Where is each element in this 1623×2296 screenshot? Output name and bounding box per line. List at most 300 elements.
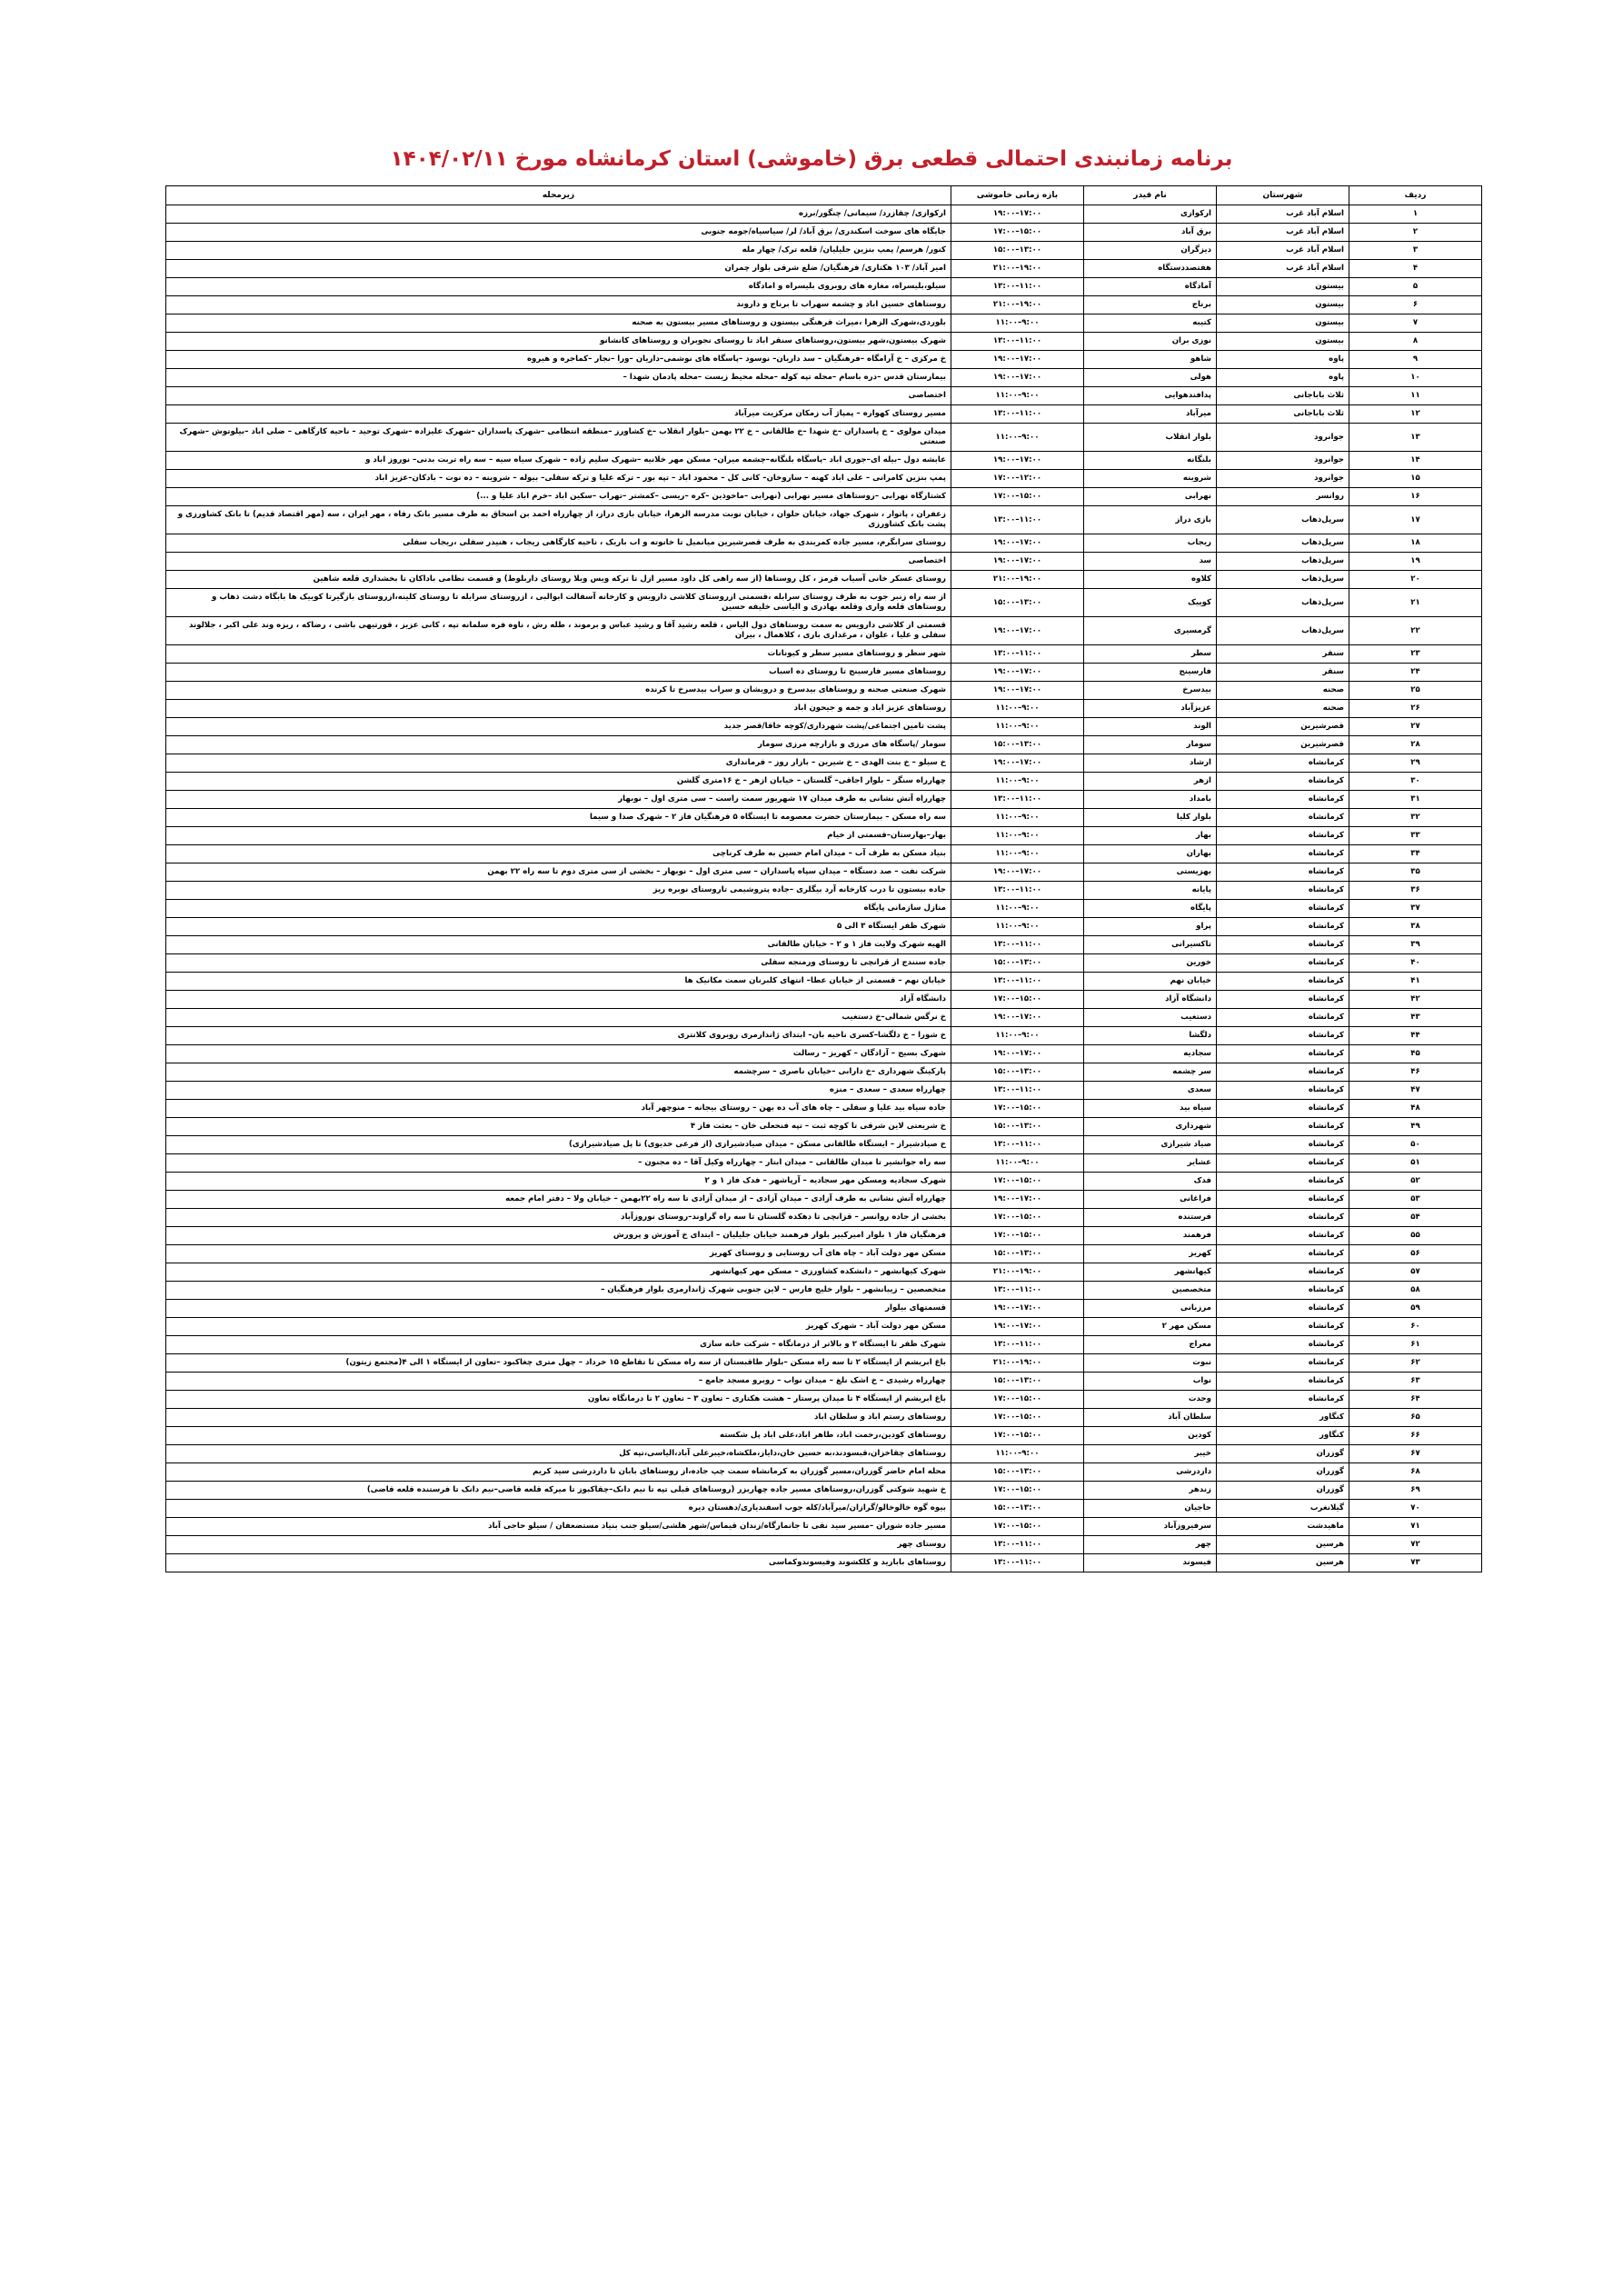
- cell-feeder-name: سجادیه: [1084, 1045, 1217, 1063]
- cell-outage-time: ۱۷:۰۰–۱۹:۰۰: [951, 534, 1084, 553]
- cell-sub-area: فرهنگیان فاز ۱ بلوار امیرکبیر بلوار فرهمند خیابان جلیلیان – ابتدای خ آموزش و پرورش: [166, 1227, 951, 1245]
- cell-outage-time: ۱۳:۰۰–۱۵:۰۰: [951, 242, 1084, 260]
- cell-outage-time: ۱۱:۰۰–۱۳:۰۰: [951, 936, 1084, 954]
- cell-row-number: ۲۴: [1349, 664, 1482, 682]
- cell-row-number: ۳۶: [1349, 882, 1482, 900]
- cell-outage-time: ۹:۰۰–۱۱:۰۰: [951, 773, 1084, 791]
- cell-county: سرپل‌ذهاب: [1217, 553, 1349, 571]
- cell-sub-area: روستاهای حسین اباد و چشمه سهراب تا برناج و داروند: [166, 296, 951, 314]
- table-row: [166, 954, 1482, 973]
- cell-feeder-name: ازهر: [1084, 773, 1217, 791]
- table-row: [166, 534, 1482, 553]
- cell-sub-area: شهرک بسیج – آزادگان – کهریز – رسالت: [166, 1045, 951, 1063]
- cell-sub-area: روستاهای مسیر فارسینج تا روستای ده اسباب: [166, 664, 951, 682]
- cell-county: کرمانشاه: [1217, 1354, 1349, 1373]
- cell-row-number: ۲۰: [1349, 571, 1482, 589]
- cell-row-number: ۱: [1349, 205, 1482, 224]
- cell-feeder-name: کوییک: [1084, 589, 1217, 617]
- cell-row-number: ۳۴: [1349, 845, 1482, 863]
- cell-outage-time: ۱۹:۰۰–۲۱:۰۰: [951, 260, 1084, 278]
- cell-sub-area: پمپ بنزین کامرانی – علی اباد کهنه – ساروخان– کانی کل – محمود اباد – تپه بور – ترکه علیا و ترکه سفلی– بیوله – شروینه – ده نوت – بادکان–عزیز اباد: [166, 470, 951, 488]
- cell-county: بیستون: [1217, 278, 1349, 296]
- cell-outage-time: ۱۱:۰۰–۱۳:۰۰: [951, 882, 1084, 900]
- cell-outage-time: ۱۷:۰۰–۱۹:۰۰: [951, 1318, 1084, 1336]
- cell-outage-time: ۹:۰۰–۱۱:۰۰: [951, 700, 1084, 718]
- table-row: [166, 260, 1482, 278]
- table-row: [166, 424, 1482, 452]
- cell-row-number: ۳۰: [1349, 773, 1482, 791]
- cell-outage-time: ۱۷:۰۰–۱۹:۰۰: [951, 452, 1084, 470]
- cell-county: کرمانشاه: [1217, 1173, 1349, 1191]
- cell-row-number: ۳۹: [1349, 936, 1482, 954]
- table-row: [166, 1227, 1482, 1245]
- table-row: [166, 205, 1482, 224]
- table-row: [166, 845, 1482, 863]
- cell-feeder-name: هفتصددستگاه: [1084, 260, 1217, 278]
- table-row: [166, 1191, 1482, 1209]
- table-row: [166, 900, 1482, 918]
- cell-county: ماهیدشت: [1217, 1518, 1349, 1536]
- cell-row-number: ۵۹: [1349, 1300, 1482, 1318]
- cell-feeder-name: زندهر: [1084, 1482, 1217, 1500]
- cell-sub-area: شهرک سجادیه ومسکن مهر سجادیه – آرپاشهر – فدک فاز ۱ و ۲: [166, 1173, 951, 1191]
- cell-feeder-name: بلنگانه: [1084, 452, 1217, 470]
- cell-feeder-name: داردرشی: [1084, 1463, 1217, 1482]
- cell-feeder-name: سعدی: [1084, 1082, 1217, 1100]
- cell-row-number: ۵۴: [1349, 1209, 1482, 1227]
- cell-outage-time: ۱۵:۰۰–۱۷:۰۰: [951, 1100, 1084, 1118]
- cell-outage-time: ۱۹:۰۰–۲۱:۰۰: [951, 1354, 1084, 1373]
- cell-row-number: ۳۸: [1349, 918, 1482, 936]
- cell-feeder-name: نوزی بران: [1084, 333, 1217, 351]
- cell-county: کرمانشاه: [1217, 973, 1349, 991]
- cell-county: اسلام آباد غرب: [1217, 205, 1349, 224]
- cell-row-number: ۷۲: [1349, 1536, 1482, 1554]
- cell-feeder-name: سطر: [1084, 645, 1217, 664]
- cell-county: بیستون: [1217, 314, 1349, 333]
- cell-row-number: ۵۰: [1349, 1136, 1482, 1154]
- cell-row-number: ۶۱: [1349, 1336, 1482, 1354]
- cell-outage-time: ۱۱:۰۰–۱۳:۰۰: [951, 973, 1084, 991]
- cell-outage-time: ۱۷:۰۰–۱۹:۰۰: [951, 617, 1084, 645]
- cell-row-number: ۱۱: [1349, 387, 1482, 405]
- cell-sub-area: بنیاد مسکن به طرف آب – میدان امام حسین به طرف کرناچی: [166, 845, 951, 863]
- table-row: [166, 1045, 1482, 1063]
- table-row: [166, 863, 1482, 882]
- table-row: [166, 1518, 1482, 1536]
- table-row: [166, 278, 1482, 296]
- cell-outage-time: ۱۵:۰۰–۱۷:۰۰: [951, 1227, 1084, 1245]
- cell-row-number: ۴۸: [1349, 1100, 1482, 1118]
- cell-sub-area: شهرک ظفر تا ایستگاه ۲ و بالاتر از درمانگاه – شرکت خانه سازی: [166, 1336, 951, 1354]
- cell-row-number: ۱۲: [1349, 405, 1482, 424]
- cell-row-number: ۶۷: [1349, 1445, 1482, 1463]
- cell-county: کرمانشاه: [1217, 1263, 1349, 1282]
- table-row: [166, 369, 1482, 387]
- cell-row-number: ۳: [1349, 242, 1482, 260]
- cell-sub-area: چهارراه سعدی – سعدی – منزه: [166, 1082, 951, 1100]
- cell-county: سرپل‌ذهاب: [1217, 617, 1349, 645]
- table-body: [166, 205, 1482, 1572]
- cell-county: کرمانشاه: [1217, 1045, 1349, 1063]
- cell-sub-area: جایگاه های سوخت اسکندری/ برق آباد/ لر/ سیاسیاه/جومه جنوبی: [166, 224, 951, 242]
- cell-county: کرمانشاه: [1217, 1209, 1349, 1227]
- cell-sub-area: روستاهای رستم اباد و سلطان اباد: [166, 1409, 951, 1427]
- cell-sub-area: روستاهای کودین،رحمت اباد، طاهر اباد،علی اباد پل شکسته: [166, 1427, 951, 1445]
- table-row: [166, 351, 1482, 369]
- cell-row-number: ۲۱: [1349, 589, 1482, 617]
- cell-outage-time: ۱۵:۰۰–۱۷:۰۰: [951, 991, 1084, 1009]
- table-row: [166, 1009, 1482, 1027]
- cell-outage-time: ۱۵:۰۰–۱۷:۰۰: [951, 1409, 1084, 1427]
- table-row: [166, 1373, 1482, 1391]
- cell-feeder-name: فارسینج: [1084, 664, 1217, 682]
- cell-sub-area: روستای سرابگرم، مسیر جاده کمربندی به طرف قصرشیرین میانمیل تا خانوته و اب باریک ، ناحیه کارگاهی ریجاب ، هنیدر سفلی ،ریجاب سفلی: [166, 534, 951, 553]
- cell-feeder-name: پدافندهوایی: [1084, 387, 1217, 405]
- cell-county: کرمانشاه: [1217, 1063, 1349, 1082]
- table-row: [166, 470, 1482, 488]
- cell-feeder-name: معراج: [1084, 1336, 1217, 1354]
- cell-sub-area: دانشگاه آزاد: [166, 991, 951, 1009]
- table-row: [166, 1245, 1482, 1263]
- cell-sub-area: روستاهای بابازید و کلکشوند وفیسوندوکماسی: [166, 1554, 951, 1572]
- cell-sub-area: خ صیادشیراز – ایستگاه طالقانی مسکن – میدان صیادشیرازی (از فرعی خدیوی) تا پل صیادشیرازی): [166, 1136, 951, 1154]
- cell-feeder-name: بازی دراز: [1084, 506, 1217, 534]
- cell-outage-time: ۱۷:۰۰–۱۹:۰۰: [951, 1191, 1084, 1209]
- cell-feeder-name: فرهمند: [1084, 1227, 1217, 1245]
- cell-outage-time: ۱۱:۰۰–۱۳:۰۰: [951, 645, 1084, 664]
- cell-county: کرمانشاه: [1217, 1082, 1349, 1100]
- table-row: [166, 973, 1482, 991]
- cell-row-number: ۷: [1349, 314, 1482, 333]
- cell-feeder-name: فدک: [1084, 1173, 1217, 1191]
- cell-row-number: ۷۳: [1349, 1554, 1482, 1572]
- cell-feeder-name: عشایر: [1084, 1154, 1217, 1173]
- cell-feeder-name: مرزبانی: [1084, 1300, 1217, 1318]
- cell-outage-time: ۱۳:۰۰–۱۵:۰۰: [951, 1118, 1084, 1136]
- table-row: [166, 571, 1482, 589]
- cell-outage-time: ۹:۰۰–۱۱:۰۰: [951, 900, 1084, 918]
- cell-feeder-name: بلوار انقلاب: [1084, 424, 1217, 452]
- table-row: [166, 405, 1482, 424]
- cell-feeder-name: وحدت: [1084, 1391, 1217, 1409]
- cell-sub-area: قسمتی از کلاشی دارویس به سمت روستاهای دول الیاس ، قلعه رشید آقا و رشید عباس و برموند ، طله رش ، ناوه فره سلمانه تپه ، کانی عزیز ، قورتیهی باشی ، رضاکه ، ریزه وند علی اکبر ، جلالوند سفلی و علیا ، علوان ، مرغداری باری ، کلاهمال ، بیران: [166, 617, 951, 645]
- cell-row-number: ۲۸: [1349, 736, 1482, 754]
- cell-sub-area: جاده بیستون تا درب کارخانه آرد بیگلری –جاده پتروشیمی تاروستای نوبره ریز: [166, 882, 951, 900]
- header-sub-area: زیرمحله: [166, 186, 951, 205]
- cell-county: کرمانشاه: [1217, 1009, 1349, 1027]
- cell-sub-area: مسکن مهر دولت آباد – شهرک کهریز: [166, 1318, 951, 1336]
- cell-outage-time: ۱۳:۰۰–۱۵:۰۰: [951, 1373, 1084, 1391]
- cell-outage-time: ۱۳:۰۰–۱۵:۰۰: [951, 1463, 1084, 1482]
- cell-feeder-name: فراغانی: [1084, 1191, 1217, 1209]
- cell-feeder-name: الوند: [1084, 718, 1217, 736]
- cell-sub-area: قسمتهای بیلوار: [166, 1300, 951, 1318]
- table-row: [166, 645, 1482, 664]
- cell-sub-area: روستای چهر: [166, 1536, 951, 1554]
- cell-row-number: ۵۷: [1349, 1263, 1482, 1282]
- cell-row-number: ۱۸: [1349, 534, 1482, 553]
- cell-county: پاوه: [1217, 369, 1349, 387]
- cell-county: کنگاور: [1217, 1409, 1349, 1427]
- cell-row-number: ۲۲: [1349, 617, 1482, 645]
- table-row: [166, 1409, 1482, 1427]
- cell-feeder-name: بهار: [1084, 827, 1217, 845]
- cell-row-number: ۵۲: [1349, 1173, 1482, 1191]
- table-row: [166, 773, 1482, 791]
- cell-row-number: ۳۷: [1349, 900, 1482, 918]
- cell-outage-time: ۱۷:۰۰–۱۹:۰۰: [951, 553, 1084, 571]
- cell-row-number: ۱۹: [1349, 553, 1482, 571]
- table-row: [166, 553, 1482, 571]
- cell-outage-time: ۹:۰۰–۱۱:۰۰: [951, 314, 1084, 333]
- cell-sub-area: روستای عسکر خانی آسیاب قرمز ، کل روستاها (از سه راهی کل داود مسیر ازل تا ترکه ویس ویلا روستای داربلوط) و قسمت نظامی باداکان تا بخشداری قلعه شاهین: [166, 571, 951, 589]
- cell-sub-area: کنور/ هرسم/ پمپ بنزین جلیلیان/ قلعه ترک/ چهار مله: [166, 242, 951, 260]
- cell-sub-area: پشت تامین اجتماعی/پشت شهرداری/کوچه خاقا/قصر جدید: [166, 718, 951, 736]
- cell-county: کرمانشاه: [1217, 1373, 1349, 1391]
- cell-feeder-name: پراو: [1084, 918, 1217, 936]
- cell-row-number: ۲۹: [1349, 754, 1482, 773]
- cell-outage-time: ۱۳:۰۰–۱۵:۰۰: [951, 1063, 1084, 1082]
- table-row: [166, 333, 1482, 351]
- table-row: [166, 617, 1482, 645]
- cell-feeder-name: خیبر: [1084, 1445, 1217, 1463]
- cell-row-number: ۶۴: [1349, 1391, 1482, 1409]
- cell-feeder-name: دلگشا: [1084, 1027, 1217, 1045]
- cell-row-number: ۵۳: [1349, 1191, 1482, 1209]
- cell-row-number: ۲۵: [1349, 682, 1482, 700]
- cell-outage-time: ۱۱:۰۰–۱۳:۰۰: [951, 278, 1084, 296]
- cell-outage-time: ۹:۰۰–۱۱:۰۰: [951, 1027, 1084, 1045]
- cell-outage-time: ۹:۰۰–۱۱:۰۰: [951, 845, 1084, 863]
- cell-feeder-name: سومار: [1084, 736, 1217, 754]
- cell-sub-area: جاده سیاه بید علیا و سفلی – چاه های آب ده بهن – روستای بیجانه – منوچهر آباد: [166, 1100, 951, 1118]
- cell-outage-time: ۹:۰۰–۱۱:۰۰: [951, 827, 1084, 845]
- table-row: [166, 1209, 1482, 1227]
- cell-sub-area: محله امام حاضر گوزران،مسیر گوزران به کرمانشاه سمت چپ جاده،از روستاهای بابان تا داردرشی سید کریم: [166, 1463, 951, 1482]
- cell-feeder-name: نواب: [1084, 1373, 1217, 1391]
- header-row-number: ردیف: [1349, 186, 1482, 205]
- cell-feeder-name: کهریز: [1084, 1245, 1217, 1263]
- cell-row-number: ۴۴: [1349, 1027, 1482, 1045]
- cell-row-number: ۱۷: [1349, 506, 1482, 534]
- cell-county: کرمانشاه: [1217, 936, 1349, 954]
- cell-county: کنگاور: [1217, 1427, 1349, 1445]
- cell-row-number: ۵: [1349, 278, 1482, 296]
- cell-county: سرپل‌ذهاب: [1217, 506, 1349, 534]
- cell-row-number: ۴۱: [1349, 973, 1482, 991]
- cell-county: گوزران: [1217, 1463, 1349, 1482]
- cell-county: سرپل‌ذهاب: [1217, 589, 1349, 617]
- cell-feeder-name: فرستنده: [1084, 1209, 1217, 1227]
- cell-sub-area: چهارراه سنگر – بلوار اجاقی– گلستان – خیابان ازهر – خ ۱۶متری گلشن: [166, 773, 951, 791]
- cell-sub-area: متخصصین – زیبانشهر – بلوار خلیج فارس – لاین جنوبی شهرک ژاندارمری بلوار فرهنگیان –: [166, 1282, 951, 1300]
- cell-sub-area: بخشی از جاده روانسر – قزانچی تا دهکده گلستان تا سه راه گراوند–روستای نوروزآباد: [166, 1209, 951, 1227]
- cell-feeder-name: بامداد: [1084, 791, 1217, 809]
- cell-sub-area: خ شهید شوکتی گوزران،روستاهای مسیر جاده چهاریزر (روستاهای قبلی تپه تا نیم دانک–چقاکبوز تا میرکه قلعه قاضی–نیم دانک تا فرستنده قلعه قاضی): [166, 1482, 951, 1500]
- cell-row-number: ۲۳: [1349, 645, 1482, 664]
- cell-feeder-name: ریجاب: [1084, 534, 1217, 553]
- table-row: [166, 991, 1482, 1009]
- cell-county: سرپل‌ذهاب: [1217, 534, 1349, 553]
- cell-county: هرسین: [1217, 1554, 1349, 1572]
- cell-row-number: ۲۷: [1349, 718, 1482, 736]
- cell-row-number: ۱۳: [1349, 424, 1482, 452]
- cell-county: گوزران: [1217, 1445, 1349, 1463]
- cell-feeder-name: عزیزآباد: [1084, 700, 1217, 718]
- cell-county: کرمانشاه: [1217, 1282, 1349, 1300]
- cell-feeder-name: گرمسیری: [1084, 617, 1217, 645]
- cell-sub-area: شهرک صنعتی صحنه و روستاهای بیدسرخ و درویشان و سراب بیدسرخ تا کرنده: [166, 682, 951, 700]
- cell-feeder-name: کلاوه: [1084, 571, 1217, 589]
- cell-sub-area: زعفران ، پاتوار ، شهرک جهاد، خیابان حلوان ، خیابان نوبت مدرسه الزهرا، خیابان بازی دراز، از چهارراه احمد بن اسحاق به طرف مسیر بانک رفاه ، مهر ایران ، سه (مهر اقتصاد قدیم) تا بانک کشاورزی و پشت بانک کشاورزی: [166, 506, 951, 534]
- table-row: [166, 1027, 1482, 1045]
- cell-row-number: ۱۶: [1349, 488, 1482, 506]
- cell-row-number: ۴۰: [1349, 954, 1482, 973]
- cell-outage-time: ۱۵:۰۰–۱۷:۰۰: [951, 488, 1084, 506]
- cell-county: کرمانشاه: [1217, 1136, 1349, 1154]
- cell-sub-area: شهر سطر و روستاهای مسیر سطر و کیونانات: [166, 645, 951, 664]
- cell-outage-time: ۹:۰۰–۱۱:۰۰: [951, 387, 1084, 405]
- cell-sub-area: جاده سنندج از قرانچی تا روستای ورمنجه سفلی: [166, 954, 951, 973]
- cell-feeder-name: کیهانشهر: [1084, 1263, 1217, 1282]
- table-row: [166, 1427, 1482, 1445]
- cell-sub-area: بیمارستان قدس –دره باسام –محله تپه کوله –محله محیط زیست –محله پادمان شهدا –: [166, 369, 951, 387]
- cell-row-number: ۶۰: [1349, 1318, 1482, 1336]
- table-row: [166, 1482, 1482, 1500]
- header-outage-time: بازه زمانی خاموشی: [951, 186, 1084, 205]
- cell-county: کرمانشاه: [1217, 863, 1349, 882]
- cell-feeder-name: سد: [1084, 553, 1217, 571]
- cell-outage-time: ۹:۰۰–۱۱:۰۰: [951, 809, 1084, 827]
- cell-row-number: ۵۱: [1349, 1154, 1482, 1173]
- cell-outage-time: ۱۵:۰۰–۱۷:۰۰: [951, 1209, 1084, 1227]
- cell-county: روانسر: [1217, 488, 1349, 506]
- outage-schedule-table: [165, 185, 1482, 1572]
- cell-county: کرمانشاه: [1217, 918, 1349, 936]
- cell-sub-area: بیوه گوه خالوخالو/گرازان/میرآباد/کله جوب اسفندیاری/دهستان دیره: [166, 1500, 951, 1518]
- table-row: [166, 736, 1482, 754]
- cell-sub-area: خیابان نهم – قسمتی از خیابان عطا– انتهای کلبرنان سمت مکانیک ها: [166, 973, 951, 991]
- cell-sub-area: میدان مولوی – خ پاسداران –خ شهدا –خ طالقانی – خ ۲۲ بهمن –بلوار انقلاب –خ کشاورز –منطقه انتظامی –شهرک پاسداران –شهرک علیزاده –شهرک توحید – ناحیه کارگاهی – ضلی اباد –بیلوتوش –شهرک صنعتی: [166, 424, 951, 452]
- cell-feeder-name: ارکوازی: [1084, 205, 1217, 224]
- cell-county: کرمانشاه: [1217, 1391, 1349, 1409]
- cell-feeder-name: حاجیان: [1084, 1500, 1217, 1518]
- cell-outage-time: ۱۷:۰۰–۱۹:۰۰: [951, 1045, 1084, 1063]
- cell-row-number: ۵۸: [1349, 1282, 1482, 1300]
- cell-county: جوانرود: [1217, 470, 1349, 488]
- cell-feeder-name: صیاد شیرازی: [1084, 1136, 1217, 1154]
- cell-row-number: ۳۲: [1349, 809, 1482, 827]
- table-row: [166, 314, 1482, 333]
- cell-outage-time: ۹:۰۰–۱۱:۰۰: [951, 424, 1084, 452]
- cell-outage-time: ۱۷:۰۰–۱۹:۰۰: [951, 351, 1084, 369]
- cell-county: بیستون: [1217, 333, 1349, 351]
- table-row: [166, 387, 1482, 405]
- cell-sub-area: سومار /پاسگاه های مرزی و بازارچه مرزی سومار: [166, 736, 951, 754]
- cell-sub-area: مسیر روستای کهواره – پمپاژ آب زمکان مرکزیت میرآباد: [166, 405, 951, 424]
- cell-county: پاوه: [1217, 351, 1349, 369]
- table-row: [166, 918, 1482, 936]
- table-row: [166, 754, 1482, 773]
- cell-row-number: ۱۰: [1349, 369, 1482, 387]
- cell-outage-time: ۹:۰۰–۱۱:۰۰: [951, 1154, 1084, 1173]
- cell-feeder-name: خیابان نهم: [1084, 973, 1217, 991]
- cell-feeder-name: دیزگران: [1084, 242, 1217, 260]
- table-row: [166, 1354, 1482, 1373]
- table-row: [166, 1173, 1482, 1191]
- cell-row-number: ۷۱: [1349, 1518, 1482, 1536]
- cell-sub-area: سیلو،بلیسراه، مغازه های روبروی بلیسراه و امادگاه: [166, 278, 951, 296]
- table-row: [166, 589, 1482, 617]
- cell-sub-area: چهارراه رشیدی – خ اشک نلغ – میدان نواب – روبرو مسجد جامع –: [166, 1373, 951, 1391]
- cell-sub-area: اختصاصی: [166, 387, 951, 405]
- cell-sub-area: شهرک کیهانشهر – دانشکده کشاورزی – مسکن مهر کیهانشهر: [166, 1263, 951, 1282]
- cell-outage-time: ۱۱:۰۰–۱۳:۰۰: [951, 333, 1084, 351]
- cell-outage-time: ۱۷:۰۰–۱۹:۰۰: [951, 863, 1084, 882]
- cell-sub-area: خ مرکزی – خ آرامگاه –فرهنگیان – سد داریان– نوسود –پاسگاه های نوشمی–داریان –ورا –نجار –کماجره و هیروه: [166, 351, 951, 369]
- cell-row-number: ۶۵: [1349, 1409, 1482, 1427]
- cell-feeder-name: نبوت: [1084, 1354, 1217, 1373]
- cell-row-number: ۴۳: [1349, 1009, 1482, 1027]
- cell-sub-area: سه راه جوانشیر تا میدان طالقانی – میدان ابتار – چهارراه وکیل آقا – ده مجنون –: [166, 1154, 951, 1173]
- cell-outage-time: ۱۵:۰۰–۱۷:۰۰: [951, 1173, 1084, 1191]
- cell-row-number: ۴۵: [1349, 1045, 1482, 1063]
- cell-feeder-name: پایانه: [1084, 882, 1217, 900]
- table-row: [166, 1263, 1482, 1282]
- cell-outage-time: ۱۹:۰۰–۲۱:۰۰: [951, 571, 1084, 589]
- cell-county: کرمانشاه: [1217, 1154, 1349, 1173]
- table-row: [166, 242, 1482, 260]
- cell-row-number: ۷۰: [1349, 1500, 1482, 1518]
- cell-row-number: ۶۲: [1349, 1354, 1482, 1373]
- cell-county: کرمانشاه: [1217, 827, 1349, 845]
- cell-row-number: ۴: [1349, 260, 1482, 278]
- table-row: [166, 506, 1482, 534]
- cell-sub-area: منازل سازمانی پایگاه: [166, 900, 951, 918]
- cell-sub-area: خ شورا – خ دلگشا–کسری ناحیه بان– ابتدای ژاندارمری روبروی کلانتری: [166, 1027, 951, 1045]
- cell-feeder-name: کتیبه: [1084, 314, 1217, 333]
- table-row: [166, 488, 1482, 506]
- cell-outage-time: ۱۱:۰۰–۱۳:۰۰: [951, 1282, 1084, 1300]
- cell-sub-area: شهرک ظفر ایستگاه ۳ الی ۵: [166, 918, 951, 936]
- cell-sub-area: پارکینگ شهرداری –خ دارابی –خیابان ناصری – سرچشمه: [166, 1063, 951, 1082]
- table-row: [166, 791, 1482, 809]
- cell-feeder-name: متخصصین: [1084, 1282, 1217, 1300]
- cell-row-number: ۲۶: [1349, 700, 1482, 718]
- cell-sub-area: الهیه شهرک ولایت فاز ۱ و ۲ – خیابان طالقانی: [166, 936, 951, 954]
- cell-sub-area: اختصاصی: [166, 553, 951, 571]
- table-row: [166, 936, 1482, 954]
- cell-county: قصرشیرین: [1217, 736, 1349, 754]
- cell-outage-time: ۱۱:۰۰–۱۳:۰۰: [951, 1136, 1084, 1154]
- cell-outage-time: ۱۲:۰۰–۱۷:۰۰: [951, 470, 1084, 488]
- cell-sub-area: مسکن مهر دولت آباد – چاه های آب روستایی و روستای کهریز: [166, 1245, 951, 1263]
- cell-county: کرمانشاه: [1217, 1100, 1349, 1118]
- cell-sub-area: چهارراه آتش نشانی به طرف آزادی – میدان آزادی – از میدان آزادی تا سه راه ۲۲بهمن – خیابان ولا – دفتر امام جمعه: [166, 1191, 951, 1209]
- cell-row-number: ۶۸: [1349, 1463, 1482, 1482]
- cell-county: اسلام آباد غرب: [1217, 260, 1349, 278]
- cell-outage-time: ۱۵:۰۰–۱۷:۰۰: [951, 224, 1084, 242]
- cell-county: کرمانشاه: [1217, 1227, 1349, 1245]
- cell-sub-area: کشتارگاه نهرابی –روستاهای مسیر نهرابی (نهرابی –ماخوذین –کره –ریسی –کمشتر –تهراب –سکین اباد –خرم اباد علیا و ...): [166, 488, 951, 506]
- cell-county: کرمانشاه: [1217, 1318, 1349, 1336]
- cell-county: کرمانشاه: [1217, 773, 1349, 791]
- cell-county: صحنه: [1217, 682, 1349, 700]
- cell-sub-area: خ نرگس شمالی–خ دستغیب: [166, 1009, 951, 1027]
- cell-outage-time: ۹:۰۰–۱۱:۰۰: [951, 718, 1084, 736]
- table-row: [166, 1536, 1482, 1554]
